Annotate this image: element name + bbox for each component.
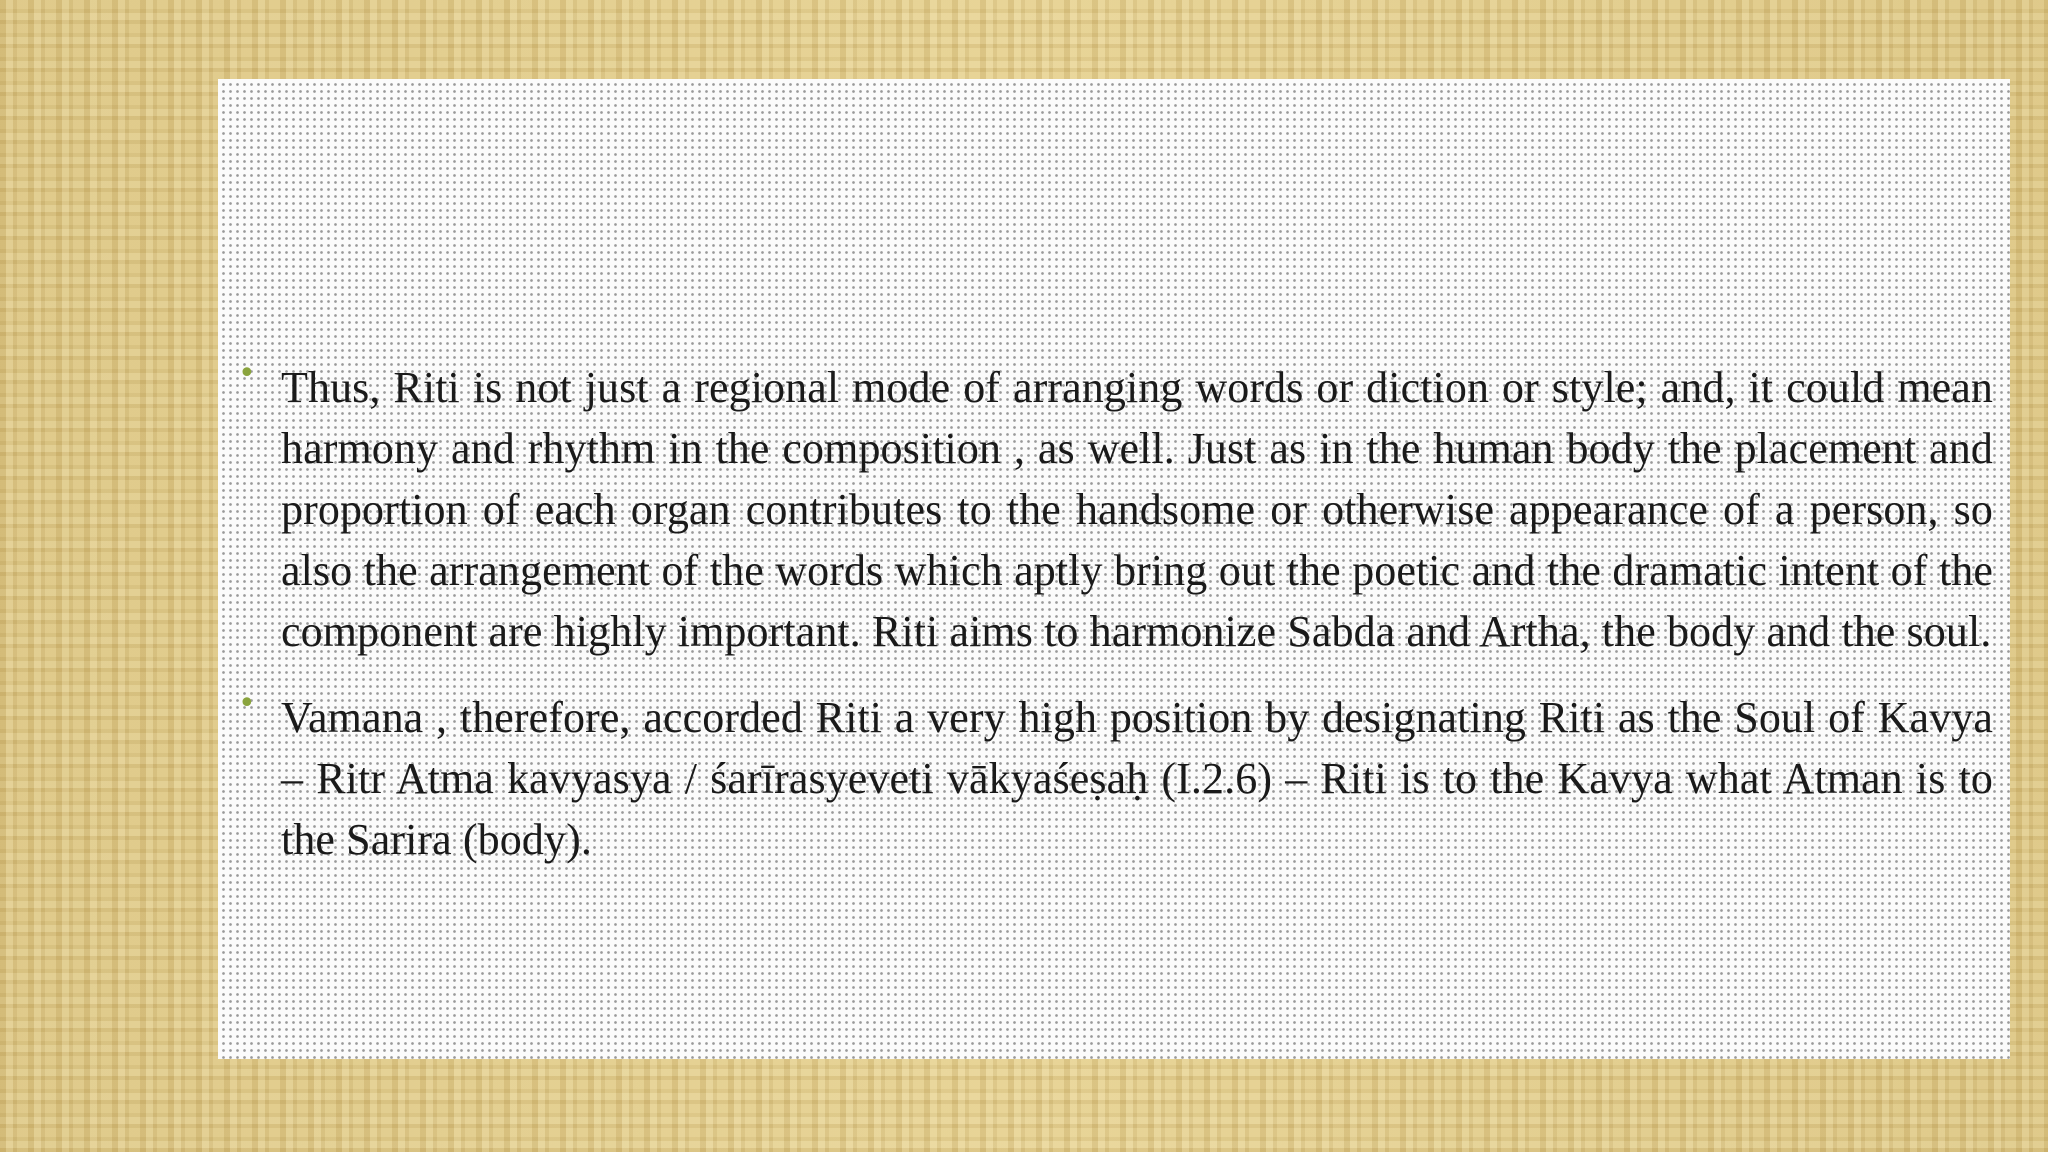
bullet-text: Vamana , therefore, accorded Riti a very high position by designating Riti as the Soul of Kavya – Ritr Atma kavyasya / śarīrasyeveti vākyaśeṣaḥ (I.2.6) – Riti is to the Kavya what Atman is to the Sarira (body). <box>281 693 1993 864</box>
bullet-text: Thus, Riti is not just a regional mode of arranging words or diction or style; and, it could mean harmony and rhythm in the composition , as well. Just as in the human body the placement and proportion of each organ contributes to the handsome or otherwise appearance of a person, so also the arrangement of the words which aptly bring out the poetic and the dramatic intent of the component are highly important. Riti aims to harmonize Sabda and Artha, the body and the soul. <box>281 363 1993 656</box>
bullet-item-riti-meaning <box>218 357 1993 662</box>
slide-content-panel <box>218 79 2010 1059</box>
bullet-list <box>218 357 1993 895</box>
bullet-dot-icon: • <box>238 686 256 721</box>
bullet-dot-icon: • <box>238 356 256 391</box>
bullet-item-vamana <box>218 687 1993 870</box>
